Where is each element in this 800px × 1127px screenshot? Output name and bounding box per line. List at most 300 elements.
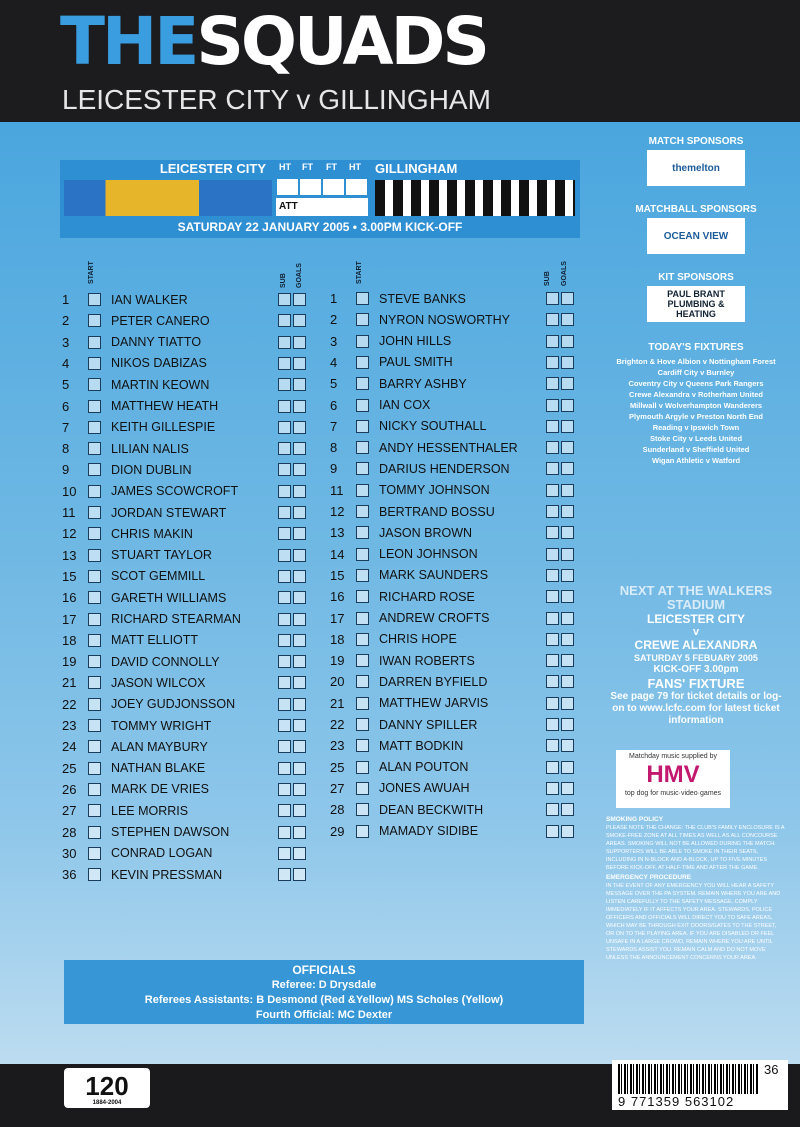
goals-checkbox[interactable] (293, 378, 306, 391)
start-checkbox[interactable] (356, 462, 369, 475)
sub-checkbox[interactable] (546, 484, 559, 497)
col-ft-2: FT (326, 162, 337, 172)
hmv-tagline: top dog for music·video·games (624, 790, 722, 797)
fixture-item: Millwall v Wolverhampton Wanderers (629, 401, 763, 410)
player-name: ALAN MAYBURY (111, 739, 208, 754)
squad-number: 24 (62, 739, 77, 755)
player-row (62, 609, 306, 630)
start-checkbox[interactable] (88, 463, 101, 476)
start-checkbox[interactable] (356, 590, 369, 603)
sub-checkbox[interactable] (278, 868, 291, 881)
goals-checkbox[interactable] (561, 782, 574, 795)
start-checkbox[interactable] (356, 569, 369, 582)
start-checkbox[interactable] (88, 314, 101, 327)
sub-checkbox[interactable] (278, 336, 291, 349)
sub-checkbox[interactable] (546, 569, 559, 582)
col-ft-1: FT (302, 162, 313, 172)
start-checkbox[interactable] (88, 485, 101, 498)
start-checkbox[interactable] (88, 762, 101, 775)
sub-checkbox[interactable] (278, 634, 291, 647)
sub-checkbox[interactable] (278, 655, 291, 668)
squad-number: 15 (62, 568, 77, 584)
squad-number: 8 (62, 441, 70, 457)
goals-checkbox[interactable] (293, 783, 306, 796)
start-checkbox[interactable] (356, 825, 369, 838)
goals-checkbox[interactable] (293, 400, 306, 413)
start-checkbox[interactable] (88, 591, 101, 604)
sub-checkbox[interactable] (278, 421, 291, 434)
squad-number: 18 (62, 632, 77, 648)
squad-number: 5 (330, 376, 338, 392)
start-checkbox[interactable] (356, 399, 369, 412)
squad-number: 22 (330, 717, 345, 732)
start-checkbox[interactable] (356, 420, 369, 433)
player-name: ANDREW CROFTS (379, 611, 490, 625)
start-checkbox[interactable] (88, 868, 101, 881)
goals-checkbox[interactable] (561, 739, 574, 752)
squad-number: 18 (330, 631, 345, 647)
start-checkbox[interactable] (356, 803, 369, 816)
start-checkbox[interactable] (356, 761, 369, 774)
sub-checkbox[interactable] (546, 825, 559, 838)
player-row (62, 459, 306, 480)
squad-number: 3 (62, 334, 70, 350)
player-name: JASON WILCOX (111, 675, 206, 690)
player-row (330, 757, 574, 778)
sub-checkbox[interactable] (278, 698, 291, 711)
sub-checkbox[interactable] (278, 463, 291, 476)
sub-checkbox[interactable] (546, 313, 559, 326)
goals-checkbox[interactable] (561, 654, 574, 667)
start-checkbox[interactable] (88, 804, 101, 817)
goals-checkbox[interactable] (293, 527, 306, 540)
player-name: JOEY GUDJONSSON (111, 697, 236, 712)
player-name: SCOT GEMMILL (111, 569, 206, 584)
player-row (62, 523, 306, 544)
player-row (62, 545, 306, 566)
player-row (62, 800, 306, 821)
sub-checkbox[interactable] (278, 549, 291, 562)
player-row (62, 332, 306, 353)
start-checkbox[interactable] (88, 655, 101, 668)
sub-checkbox[interactable] (278, 591, 291, 604)
start-checkbox[interactable] (356, 675, 369, 688)
sub-checkbox[interactable] (278, 570, 291, 583)
player-name: MAMADY SIDIBE (379, 824, 479, 838)
player-name: JAMES SCOWCROFT (111, 484, 239, 499)
goals-checkbox[interactable] (293, 293, 306, 306)
player-row (330, 288, 574, 309)
start-checkbox[interactable] (356, 612, 369, 625)
sub-checkbox[interactable] (278, 527, 291, 540)
sub-checkbox[interactable] (546, 356, 559, 369)
start-checkbox[interactable] (88, 613, 101, 626)
squad-number: 9 (62, 462, 70, 478)
ocean-view-logo (647, 218, 745, 254)
player-name: MARK DE VRIES (111, 782, 209, 797)
goals-checkbox[interactable] (293, 655, 306, 668)
squad-number: 1 (330, 291, 338, 306)
player-name: CONRAD LOGAN (111, 846, 213, 861)
leicester-crest-icon (64, 180, 272, 216)
start-checkbox[interactable] (356, 633, 369, 646)
squad-number: 7 (330, 418, 338, 434)
start-checkbox[interactable] (88, 698, 101, 711)
player-row (62, 417, 306, 438)
sub-checkbox[interactable] (278, 826, 291, 839)
squad-number: 25 (330, 759, 345, 775)
sub-checkbox[interactable] (278, 613, 291, 626)
player-name: KEVIN PRESSMAN (111, 867, 223, 882)
goals-checkbox[interactable] (293, 762, 306, 775)
squad-number: 17 (62, 611, 77, 627)
goals-checkbox[interactable] (561, 313, 574, 326)
sub-checkbox[interactable] (546, 420, 559, 433)
player-name: DAVID CONNOLLY (111, 654, 220, 669)
player-name: STUART TAYLOR (111, 548, 212, 563)
sub-checkbox[interactable] (278, 378, 291, 391)
player-name: LEE MORRIS (111, 803, 189, 818)
player-row (330, 778, 574, 799)
goals-checkbox[interactable] (293, 549, 306, 562)
fixture-item: Stoke City v Leeds United (649, 434, 743, 443)
goals-checkbox[interactable] (561, 718, 574, 731)
goals-checkbox[interactable] (293, 698, 306, 711)
sub-checkbox[interactable] (278, 357, 291, 370)
start-checkbox[interactable] (356, 292, 369, 305)
player-row (62, 651, 306, 672)
player-row (62, 396, 306, 417)
start-checkbox[interactable] (356, 335, 369, 348)
goals-checkbox[interactable] (561, 441, 574, 454)
start-checkbox[interactable] (88, 634, 101, 647)
squad-number: 12 (330, 504, 345, 519)
goals-checkbox[interactable] (293, 314, 306, 327)
goals-checkbox[interactable] (293, 804, 306, 817)
logo-120: 120 (85, 1071, 129, 1101)
player-name: IAN COX (379, 398, 431, 412)
officials-title: OFFICIALS (292, 963, 356, 977)
sub-checkbox[interactable] (546, 739, 559, 752)
title-the: THE (60, 3, 197, 80)
fixtures-list (596, 356, 796, 466)
barcode-bars-icon (618, 1064, 758, 1094)
kickoff-date: SATURDAY 22 JANUARY 2005 • 3.00PM KICK-OFF (177, 220, 463, 234)
start-checkbox[interactable] (88, 336, 101, 349)
player-name: NATHAN BLAKE (111, 761, 206, 776)
gillingham-crest-icon (375, 180, 575, 216)
score-grid[interactable] (276, 178, 368, 196)
start-checkbox[interactable] (88, 378, 101, 391)
goals-checkbox[interactable] (293, 357, 306, 370)
sub-checkbox[interactable] (278, 676, 291, 689)
player-row (62, 502, 306, 523)
fourth-official: Fourth Official: MC Dexter (255, 1009, 393, 1021)
player-name: NYRON NOSWORTHY (379, 312, 511, 327)
player-name: NIKOS DABIZAS (111, 356, 207, 371)
goals-checkbox[interactable] (561, 675, 574, 688)
officials-panel (64, 960, 584, 1024)
assistant-referees: Referees Assistants: B Desmond (Red &Yellow) MS Scholes (Yellow) (144, 994, 504, 1006)
sub-checkbox[interactable] (546, 697, 559, 710)
sub-checkbox[interactable] (278, 485, 291, 498)
goals-checkbox[interactable] (561, 825, 574, 838)
attendance-field[interactable]: ATT (276, 198, 368, 216)
goals-checkbox[interactable] (293, 506, 306, 519)
sub-checkbox[interactable] (546, 377, 559, 390)
anniversary-logo (64, 1068, 150, 1108)
squad-number: 9 (330, 461, 338, 477)
player-row (330, 799, 574, 820)
sub-checkbox[interactable] (546, 654, 559, 667)
start-checkbox[interactable] (88, 719, 101, 732)
player-name: ANDY HESSENTHALER (379, 440, 518, 455)
squad-number: 15 (330, 567, 345, 583)
start-checkbox[interactable] (356, 654, 369, 667)
player-row (330, 714, 574, 735)
start-checkbox[interactable] (356, 548, 369, 561)
player-name: DEAN BECKWITH (379, 802, 484, 817)
goals-checkbox[interactable] (561, 633, 574, 646)
squad-number: 19 (62, 654, 77, 670)
sub-checkbox[interactable] (546, 548, 559, 561)
player-name: DANNY TIATTO (111, 335, 202, 350)
goals-checkbox[interactable] (293, 676, 306, 689)
squad-number: 27 (330, 780, 345, 796)
sub-checkbox[interactable] (278, 847, 291, 860)
player-name: BARRY ASHBY (379, 376, 467, 391)
start-checkbox[interactable] (356, 718, 369, 731)
squad-number: 10 (62, 483, 77, 499)
sub-checkbox[interactable] (546, 335, 559, 348)
goals-checkbox[interactable] (561, 356, 574, 369)
goals-checkbox[interactable] (561, 505, 574, 518)
sub-checkbox[interactable] (278, 400, 291, 413)
sub-checkbox[interactable] (278, 740, 291, 753)
fixture-item: Cardiff City v Burnley (657, 368, 735, 377)
goals-checkbox[interactable] (293, 336, 306, 349)
player-row (330, 309, 574, 330)
fixture-item: Plymouth Argyle v Preston North End (629, 412, 763, 421)
start-checkbox[interactable] (88, 676, 101, 689)
sub-checkbox[interactable] (546, 526, 559, 539)
home-start-header: START (88, 261, 95, 284)
start-checkbox[interactable] (88, 357, 101, 370)
goals-checkbox[interactable] (561, 335, 574, 348)
start-checkbox[interactable] (88, 421, 101, 434)
goals-checkbox[interactable] (293, 613, 306, 626)
start-checkbox[interactable] (88, 826, 101, 839)
player-name: PETER CANERO (111, 313, 210, 328)
player-name: JOHN HILLS (379, 334, 452, 349)
sub-checkbox[interactable] (546, 292, 559, 305)
sub-checkbox[interactable] (546, 441, 559, 454)
start-checkbox[interactable] (356, 505, 369, 518)
goals-checkbox[interactable] (561, 377, 574, 390)
goals-checkbox[interactable] (561, 292, 574, 305)
start-checkbox[interactable] (356, 697, 369, 710)
goals-checkbox[interactable] (293, 591, 306, 604)
player-name: BERTRAND BOSSU (379, 504, 495, 519)
fixture-box (60, 160, 580, 238)
player-row (62, 438, 306, 459)
sub-checkbox[interactable] (546, 633, 559, 646)
paul-brant-name: PAUL BRANT PLUMBING & HEATING (667, 289, 725, 319)
away-team-name: GILLINGHAM (375, 161, 458, 176)
sub-checkbox[interactable] (546, 761, 559, 774)
goals-checkbox[interactable] (293, 463, 306, 476)
goals-checkbox[interactable] (293, 442, 306, 455)
sub-checkbox[interactable] (546, 803, 559, 816)
player-name: IWAN ROBERTS (379, 653, 475, 668)
squad-number: 2 (62, 313, 70, 329)
emergency-text: IN THE EVENT OF ANY EMERGENCY YOU WILL HEAR A SAFETY MESSAGE OVER THE PA SYSTEM. REMAIN WHERE YOU ARE AND LISTEN CAREFULLY TO THE SAFETY MESSAGE. COMPLY IMMEDIATELY IF IT AFFECTS YOUR AREA. STEWARDS, POLICE OFFICERS AND OFFICIALS WILL DIRECT YOU TO SAFE AREAS, WHICH MAY BE THROUGH EXIT DOORS/GATES TO THE STREET, OR ON TO THE PLAYING AREA. IF YOU ARE DISABLED OR FEEL UNSAFE IN A LARGE CROWD, REMAIN WHERE YOU ARE UNTIL STEWARDS ASSIST YOU. REMAIN CALM AND DO NOT MOVE UNLESS THE ANNOUNCEMENT CONCERNS YOUR AREA. (606, 883, 781, 961)
player-name: MATT ELLIOTT (111, 633, 199, 648)
sub-checkbox[interactable] (278, 719, 291, 732)
squad-number: 21 (330, 695, 345, 711)
start-checkbox[interactable] (88, 400, 101, 413)
player-row (62, 843, 306, 864)
sub-checkbox[interactable] (278, 442, 291, 455)
squad-number: 3 (330, 333, 338, 349)
sub-checkbox[interactable] (546, 612, 559, 625)
sub-checkbox[interactable] (546, 399, 559, 412)
start-checkbox[interactable] (88, 293, 101, 306)
goals-checkbox[interactable] (293, 421, 306, 434)
next-home: LEICESTER CITY (646, 612, 745, 626)
start-checkbox[interactable] (356, 782, 369, 795)
barcode-number: 9 771359 563102 (618, 1094, 735, 1109)
player-row (330, 693, 574, 714)
fixture-item: Wigan Athletic v Watford (651, 456, 741, 465)
player-row (330, 671, 574, 692)
sub-checkbox[interactable] (546, 675, 559, 688)
fixture-item: Brighton & Hove Albion v Nottingham Forest (616, 357, 776, 366)
player-name: RICHARD STEARMAN (111, 612, 241, 626)
player-row (62, 566, 306, 587)
hmv-brand: HMV (646, 761, 700, 788)
squad-number: 25 (62, 760, 77, 776)
start-checkbox[interactable] (88, 527, 101, 540)
goals-checkbox[interactable] (293, 826, 306, 839)
squad-number: 26 (62, 781, 77, 797)
player-name: MATTHEW JARVIS (379, 696, 489, 711)
start-checkbox[interactable] (356, 739, 369, 752)
away-start-header: START (356, 261, 363, 284)
goals-checkbox[interactable] (561, 526, 574, 539)
squad-number: 8 (330, 440, 338, 456)
sub-checkbox[interactable] (278, 783, 291, 796)
melton-name: themelton (672, 162, 720, 174)
goals-checkbox[interactable] (293, 740, 306, 753)
start-checkbox[interactable] (356, 313, 369, 326)
player-row (330, 501, 574, 522)
goals-checkbox[interactable] (293, 485, 306, 498)
goals-checkbox[interactable] (561, 462, 574, 475)
goals-checkbox[interactable] (561, 697, 574, 710)
start-checkbox[interactable] (356, 484, 369, 497)
goals-checkbox[interactable] (293, 634, 306, 647)
sub-checkbox[interactable] (278, 314, 291, 327)
next-away: CREWE ALEXANDRA (634, 638, 758, 652)
start-checkbox[interactable] (88, 847, 101, 860)
player-row (62, 374, 306, 395)
start-checkbox[interactable] (356, 377, 369, 390)
sub-checkbox[interactable] (546, 505, 559, 518)
sub-checkbox[interactable] (546, 718, 559, 731)
kit-sponsors-title: KIT SPONSORS (658, 272, 734, 283)
player-row (330, 629, 574, 650)
hmv-logo (616, 750, 730, 808)
goals-checkbox[interactable] (561, 761, 574, 774)
sub-checkbox[interactable] (546, 590, 559, 603)
goals-checkbox[interactable] (293, 847, 306, 860)
squad-number: 28 (62, 824, 77, 840)
squad-number: 12 (62, 526, 77, 542)
player-row (62, 822, 306, 843)
start-checkbox[interactable] (356, 441, 369, 454)
player-row (62, 715, 306, 736)
start-checkbox[interactable] (88, 442, 101, 455)
squad-number: 13 (330, 525, 345, 541)
start-checkbox[interactable] (356, 356, 369, 369)
sub-checkbox[interactable] (278, 506, 291, 519)
goals-checkbox[interactable] (561, 612, 574, 625)
player-row (330, 480, 574, 501)
player-name: STEVE BANKS (379, 291, 466, 306)
player-row (62, 694, 306, 715)
player-row (330, 416, 574, 437)
next-kickoff: KICK-OFF 3.00pm (653, 664, 739, 675)
issue-number: 36 (764, 1062, 779, 1077)
goals-checkbox[interactable] (561, 590, 574, 603)
start-checkbox[interactable] (88, 783, 101, 796)
start-checkbox[interactable] (88, 549, 101, 562)
goals-checkbox[interactable] (293, 719, 306, 732)
sub-checkbox[interactable] (278, 762, 291, 775)
player-name: DION DUBLIN (111, 462, 192, 477)
goals-checkbox[interactable] (293, 570, 306, 583)
goals-checkbox[interactable] (561, 803, 574, 816)
barcode (612, 1060, 788, 1110)
goals-checkbox[interactable] (561, 548, 574, 561)
player-name: JORDAN STEWART (111, 505, 227, 520)
goals-checkbox[interactable] (561, 399, 574, 412)
player-name: DARREN BYFIELD (379, 674, 488, 689)
goals-checkbox[interactable] (561, 484, 574, 497)
squad-number: 2 (330, 312, 338, 328)
goals-checkbox[interactable] (293, 868, 306, 881)
player-row (330, 565, 574, 586)
start-checkbox[interactable] (88, 570, 101, 583)
sub-checkbox[interactable] (278, 293, 291, 306)
start-checkbox[interactable] (88, 506, 101, 519)
start-checkbox[interactable] (356, 526, 369, 539)
player-row (330, 608, 574, 629)
start-checkbox[interactable] (88, 740, 101, 753)
goals-checkbox[interactable] (561, 569, 574, 582)
ticket-info: See page 79 for ticket details or log-on to www.lcfc.com for latest ticket information (610, 691, 782, 726)
sub-checkbox[interactable] (278, 804, 291, 817)
player-name: MATT BODKIN (379, 738, 464, 753)
goals-checkbox[interactable] (561, 420, 574, 433)
sub-checkbox[interactable] (546, 462, 559, 475)
squad-number: 17 (330, 610, 345, 626)
referee: Referee: D Drysdale (271, 979, 377, 991)
sub-checkbox[interactable] (546, 782, 559, 795)
fixture-item: Crewe Alexandra v Rotherham United (629, 390, 763, 399)
player-name: CHRIS MAKIN (111, 526, 193, 541)
